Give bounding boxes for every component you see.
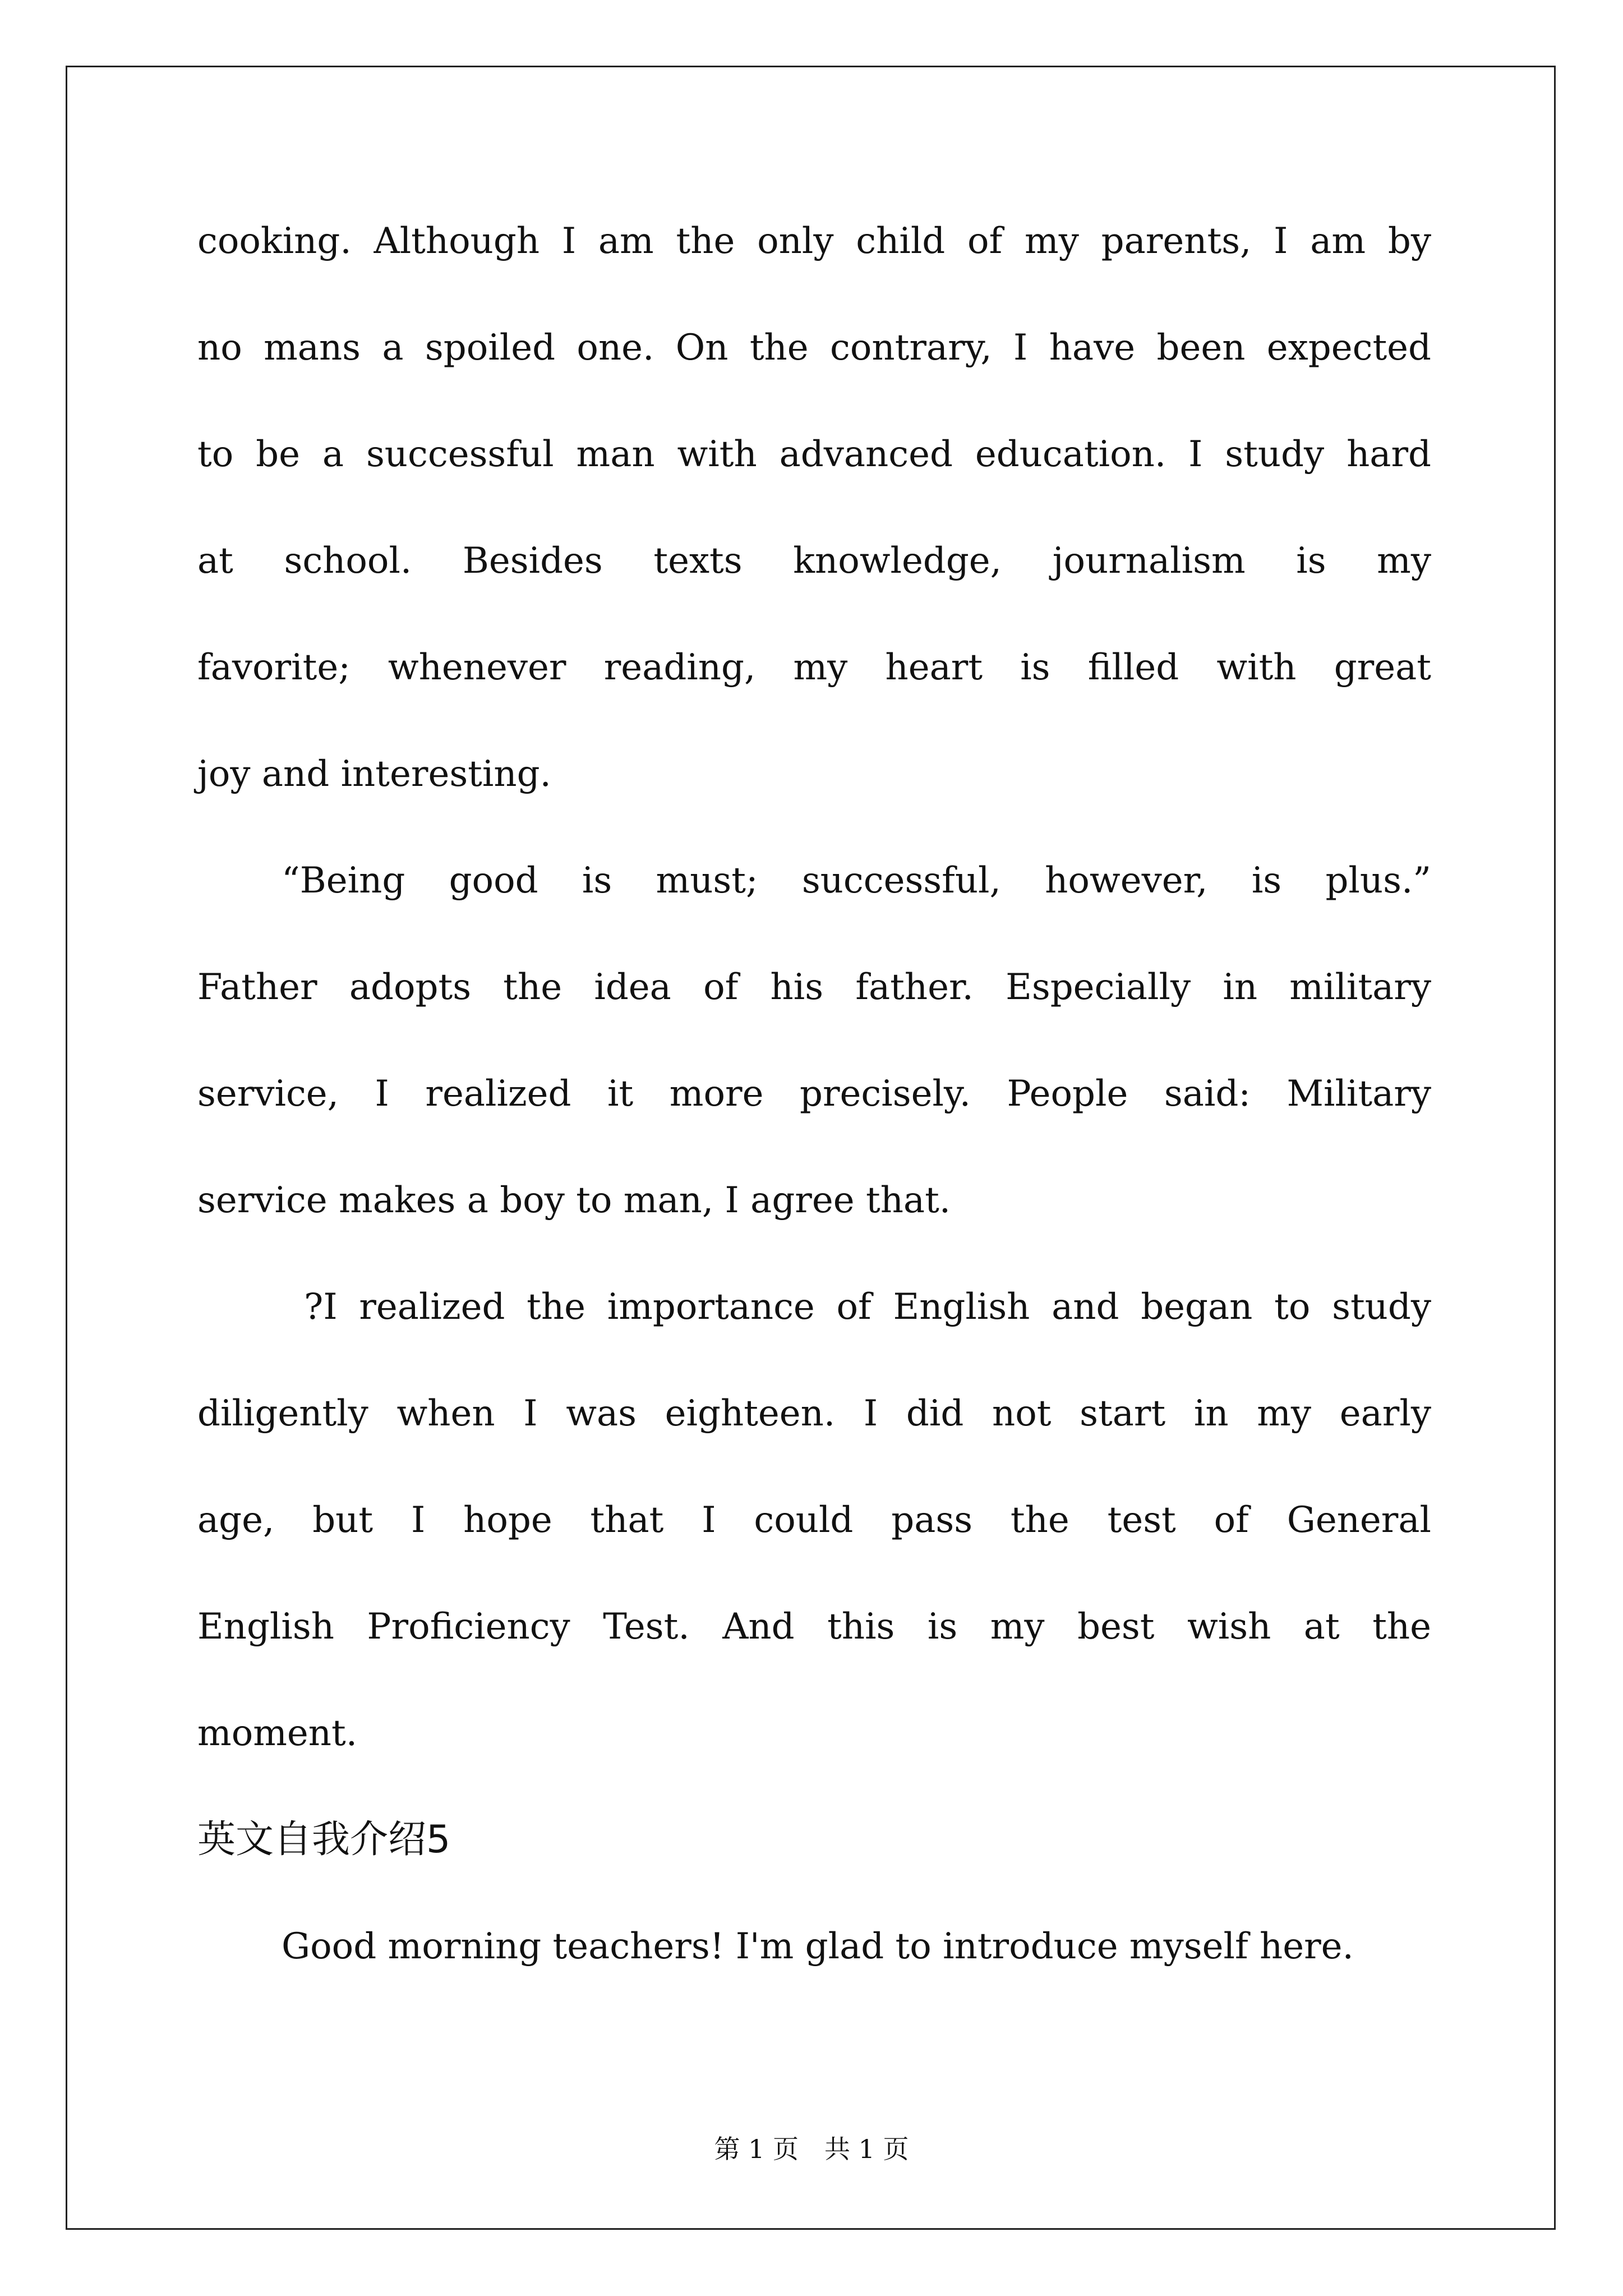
paragraph-line: service makes a boy to man, I agree that. (197, 1180, 951, 1221)
paragraph-line: at school. Besides texts knowledge, journalism is my (197, 540, 1431, 582)
paragraph-line: no mans a spoiled one. On the contrary, I have been expected (197, 327, 1431, 369)
paragraph-line: service, I realized it more precisely. People said: Military (197, 1073, 1431, 1115)
paragraph-line: age, but I hope that I could pass the test of General (197, 1499, 1431, 1541)
paragraph-line: favorite; whenever reading, my heart is filled with great (197, 647, 1431, 688)
paragraph-line: moment. (197, 1713, 358, 1754)
paragraph-line: Good morning teachers! I'm glad to introduce myself here. (282, 1926, 1354, 1967)
page-border (66, 66, 1556, 2230)
paragraph-line: ?I realized the importance of English and began to study (304, 1286, 1431, 1328)
paragraph-line: Father adopts the idea of his father. Especially in military (197, 967, 1431, 1008)
quote-line: “Being good is must; successful, however, is plus.” (282, 860, 1431, 901)
paragraph-line: diligently when I was eighteen. I did not start in my early (197, 1393, 1431, 1434)
paragraph-line: joy and interesting. (197, 753, 551, 795)
section-heading: 英文自我介绍5 (197, 1818, 451, 1862)
paragraph-line: English Proficiency Test. And this is my best wish at the (197, 1606, 1431, 1648)
paragraph-line: cooking. Although I am the only child of my parents, I am by (197, 220, 1431, 262)
paragraph-line: to be a successful man with advanced education. I study hard (197, 434, 1431, 475)
page-footer: 第 1 页 共 1 页 (714, 2134, 909, 2164)
